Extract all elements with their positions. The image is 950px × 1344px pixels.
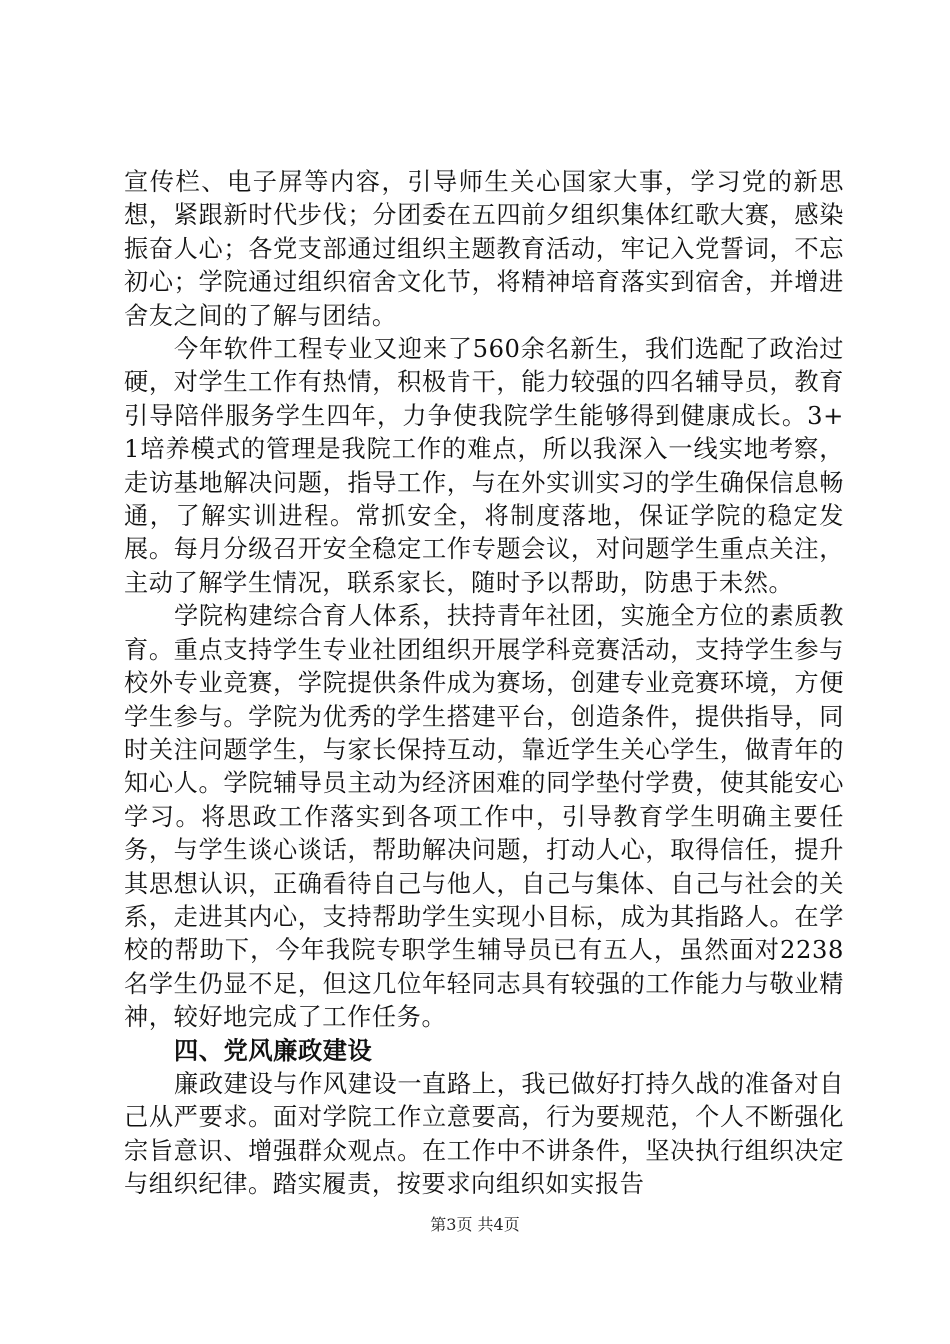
paragraph-1: 宣传栏、电子屏等内容，引导师生关心国家大事，学习党的新思想，紧跟新时代步伐；分团委在五四前夕组织集体红歌大赛，感染振奋人心；各党支部通过组织主题教育活动，牢记入党誓词，不忘初心；学院通过组织宿舍文化节，将精神培育落实到宿舍，并增进舍友之间的了解与团结。 [124, 168, 844, 330]
section-heading: 四、党风廉政建设 [174, 1036, 373, 1065]
paragraph-4: 廉政建设与作风建设一直路上，我已做好打持久战的准备对自己从严要求。面对学院工作立意要高，行为要规范，个人不断强化宗旨意识、增强群众观点。在工作中不讲条件，坚决执行组织决定与组织纪律。踏实履责，按要求向组织如实报告 [124, 1069, 844, 1199]
page-footer: 第3页 共4页 [430, 1215, 520, 1234]
paragraph-2: 今年软件工程专业又迎来了560余名新生，我们选配了政治过硬，对学生工作有热情，积极肯干，能力较强的四名辅导员，教育引导陪伴服务学生四年，力争使我院学生能够得到健康成长。3+1培养模式的管理是我院工作的难点，所以我深入一线实地考察，走访基地解决问题，指导工作，与在外实训实习的学生确保信息畅通，了解实训进程。常抓安全，将制度落地，保证学院的稳定发展。每月分级召开安全稳定工作专题会议，对问题学生重点关注，主动了解学生情况，联系家长，随时予以帮助，防患于未然。 [124, 335, 844, 597]
paragraph-3: 学院构建综合育人体系，扶持青年社团，实施全方位的素质教育。重点支持学生专业社团组织开展学科竞赛活动，支持学生参与校外专业竞赛，学院提供条件成为赛场，创建专业竞赛环境，方便学生参与。学院为优秀的学生搭建平台，创造条件，提供指导，同时关注问题学生，与家长保持互动，靠近学生关心学生，做青年的知心人。学院辅导员主动为经济困难的同学垫付学费，使其能安心学习。将思政工作落实到各项工作中，引导教育学生明确主要任务，与学生谈心谈话，帮助解决问题，打动人心，取得信任，提升其思想认识，正确看待自己与他人，自己与集体、自己与社会的关系，走进其内心，支持帮助学生实现小目标，成为其指路人。在学校的帮助下，今年我院专职学生辅导员已有五人，虽然面对2238名学生仍显不足，但这几位年轻同志具有较强的工作能力与敬业精神，较好地完成了工作任务。 [124, 602, 844, 1032]
document-body [124, 166, 844, 1202]
